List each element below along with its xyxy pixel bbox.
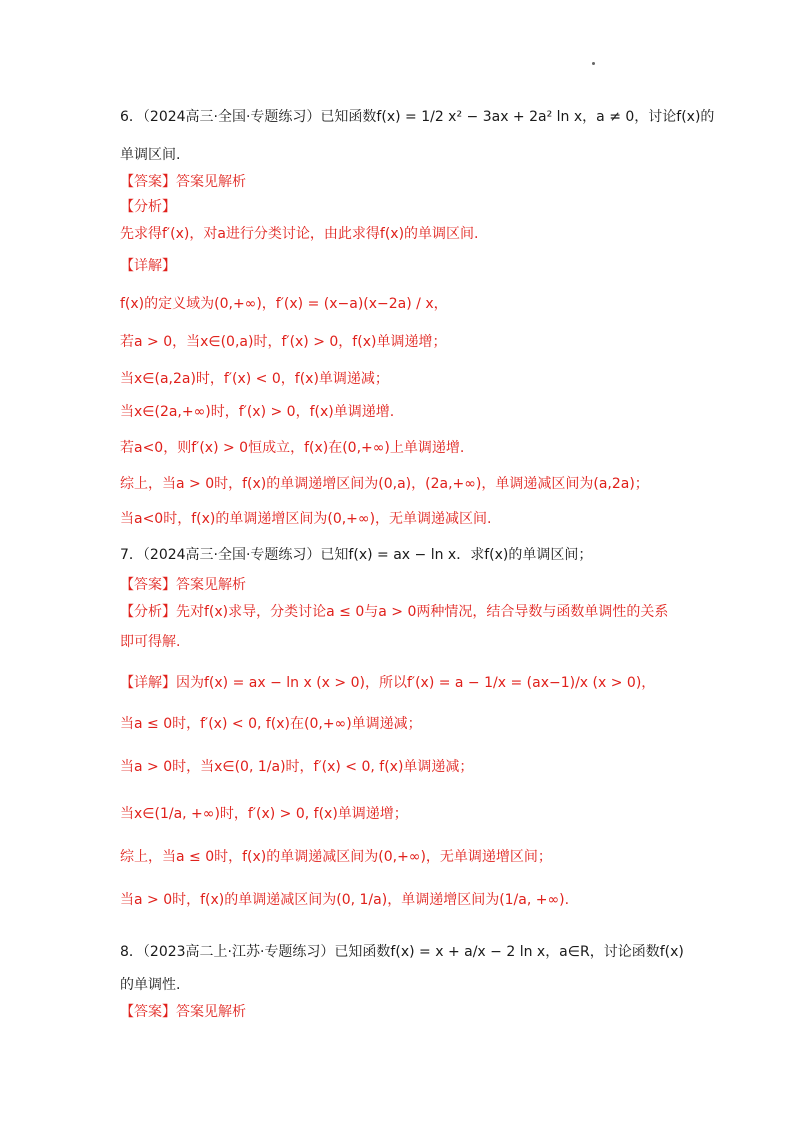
q7-detail-5: 综上，当a ≤ 0时，f(x)的单调递减区间为(0,+∞)，无单调递增区间； [120, 849, 552, 865]
q6-detail-3: 当x∈(a,2a)时，f′(x) < 0，f(x)单调递减； [120, 371, 389, 387]
q6-answer: 【答案】答案见解析 [120, 174, 246, 190]
q6-detail-4: 当x∈(2a,+∞)时，f′(x) > 0，f(x)单调递增. [120, 404, 395, 420]
q7-analysis-2: 即可得解. [120, 634, 181, 650]
q8-answer: 【答案】答案见解析 [120, 1004, 246, 1020]
page-dot [592, 62, 595, 65]
q6-detail-6: 综上，当a > 0时，f(x)的单调递增区间为(0,a)，(2a,+∞)，单调递减区间为(a,2a)； [120, 476, 649, 492]
q7-detail-3: 当a > 0时，当x∈(0, 1/a)时，f′(x) < 0, f(x)单调递减； [120, 759, 474, 775]
q6-detail-7: 当a<0时，f(x)的单调递增区间为(0,+∞)，无单调递减区间. [120, 511, 492, 527]
q6-detail-5: 若a<0，则f′(x) > 0恒成立，f(x)在(0,+∞)上单调递增. [120, 440, 465, 456]
q7-answer: 【答案】答案见解析 [120, 577, 246, 593]
q8-line1: 8．（2023高二上·江苏·专题练习）已知函数f(x) = x + a/x − 2 ln x，a∈R，讨论函数f(x) [120, 944, 684, 960]
q7-detail-6: 当a > 0时，f(x)的单调递减区间为(0, 1/a)，单调递增区间为(1/a, +∞). [120, 892, 570, 908]
q6-analysis: 先求得f′(x)，对a进行分类讨论，由此求得f(x)的单调区间. [120, 226, 479, 242]
q6-line2: 单调区间. [120, 147, 181, 163]
q6-line1: 6．（2024高三·全国·专题练习）已知函数f(x) = 1/2 x² − 3ax + 2a² ln x，a ≠ 0，讨论f(x)的 [120, 109, 715, 125]
q6-detail-2: 若a > 0，当x∈(0,a)时，f′(x) > 0，f(x)单调递增； [120, 334, 447, 350]
q6-analysis-tag: 【分析】 [120, 199, 176, 215]
q6-detail-tag: 【详解】 [120, 258, 176, 274]
q7-detail-2: 当a ≤ 0时，f′(x) < 0, f(x)在(0,+∞)单调递减； [120, 716, 422, 732]
q7-detail-4: 当x∈(1/a, +∞)时，f′(x) > 0, f(x)单调递增； [120, 806, 408, 822]
q7-detail-1: 【详解】因为f(x) = ax − ln x (x > 0)，所以f′(x) = a − 1/x = (ax−1)/x (x > 0)， [120, 675, 656, 691]
q8-line2: 的单调性. [120, 977, 181, 993]
q6-detail-1: f(x)的定义域为(0,+∞)，f′(x) = (x−a)(x−2a) / x， [120, 296, 448, 312]
q7-line1: 7．（2024高三·全国·专题练习）已知f(x) = ax − ln x．求f(x)的单调区间； [120, 547, 593, 563]
q7-analysis: 【分析】先对f(x)求导，分类讨论a ≤ 0与a > 0两种情况，结合导数与函数单调性的关系 [120, 604, 669, 620]
